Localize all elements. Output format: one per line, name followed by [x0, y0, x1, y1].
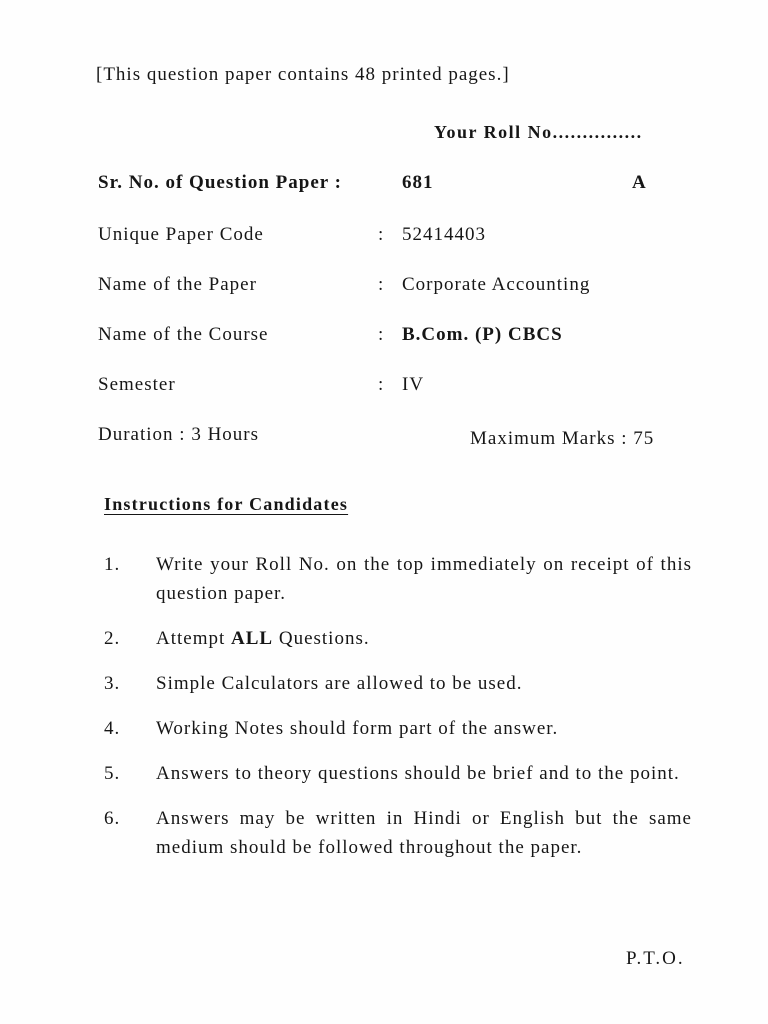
semester-colon: :	[378, 374, 385, 395]
duration-label: Duration : 3 Hours	[98, 424, 260, 445]
paper-code-label: Unique Paper Code	[98, 224, 264, 245]
pages-note: [This question paper contains 48 printed pages.]	[96, 64, 510, 85]
semester-row	[98, 374, 698, 400]
instruction-text: Working Notes should form part of the answer.	[156, 718, 559, 739]
instruction-number: 2.	[104, 628, 121, 649]
instruction-item	[104, 550, 704, 608]
instruction-text-part: Attempt	[156, 628, 232, 649]
instruction-text: Answers to theory questions should be brief and to the point.	[156, 763, 680, 784]
paper-name-colon: :	[378, 274, 385, 295]
instruction-number: 6.	[104, 808, 121, 829]
instruction-item	[104, 669, 704, 698]
instruction-text: Answers may be written in Hindi or English but the same medium should be followed throughout the paper.	[156, 808, 692, 858]
instruction-number: 5.	[104, 763, 121, 784]
paper-variant: A	[632, 172, 647, 193]
roll-number-field: Your Roll No...............	[434, 122, 643, 142]
maximum-marks: Maximum Marks : 75	[470, 428, 655, 449]
semester-value: IV	[402, 374, 425, 395]
instruction-emphasis: ALL	[231, 628, 274, 649]
course-name-value: B.Com. (P) CBCS	[402, 324, 563, 345]
sr-no-value: 681	[402, 172, 434, 193]
instruction-text: Write your Roll No. on the top immediately on receipt of this question paper.	[156, 554, 692, 604]
sr-no-label: Sr. No. of Question Paper :	[98, 172, 342, 193]
instruction-text-part: Questions.	[273, 628, 370, 649]
instruction-text	[156, 624, 692, 653]
paper-name-label: Name of the Paper	[98, 274, 257, 295]
course-name-colon: :	[378, 324, 385, 345]
instruction-item	[104, 759, 704, 788]
semester-label: Semester	[98, 374, 176, 395]
sr-no-row	[98, 172, 698, 198]
paper-code-value: 52414403	[402, 224, 486, 245]
please-turn-over: P.T.O.	[626, 948, 685, 969]
paper-name-row	[98, 274, 698, 300]
paper-code-row	[98, 224, 698, 250]
course-name-label: Name of the Course	[98, 324, 269, 345]
instructions-list	[104, 550, 704, 878]
paper-code-colon: :	[378, 224, 385, 245]
instruction-number: 3.	[104, 673, 121, 694]
course-name-row	[98, 324, 698, 350]
instruction-text: Simple Calculators are allowed to be used.	[156, 673, 523, 694]
instruction-number: 4.	[104, 718, 121, 739]
instruction-item	[104, 714, 704, 743]
instruction-item	[104, 804, 704, 862]
instructions-heading: Instructions for Candidates	[104, 494, 349, 514]
paper-name-value: Corporate Accounting	[402, 274, 591, 295]
instruction-number: 1.	[104, 554, 121, 575]
instruction-item	[104, 624, 704, 653]
